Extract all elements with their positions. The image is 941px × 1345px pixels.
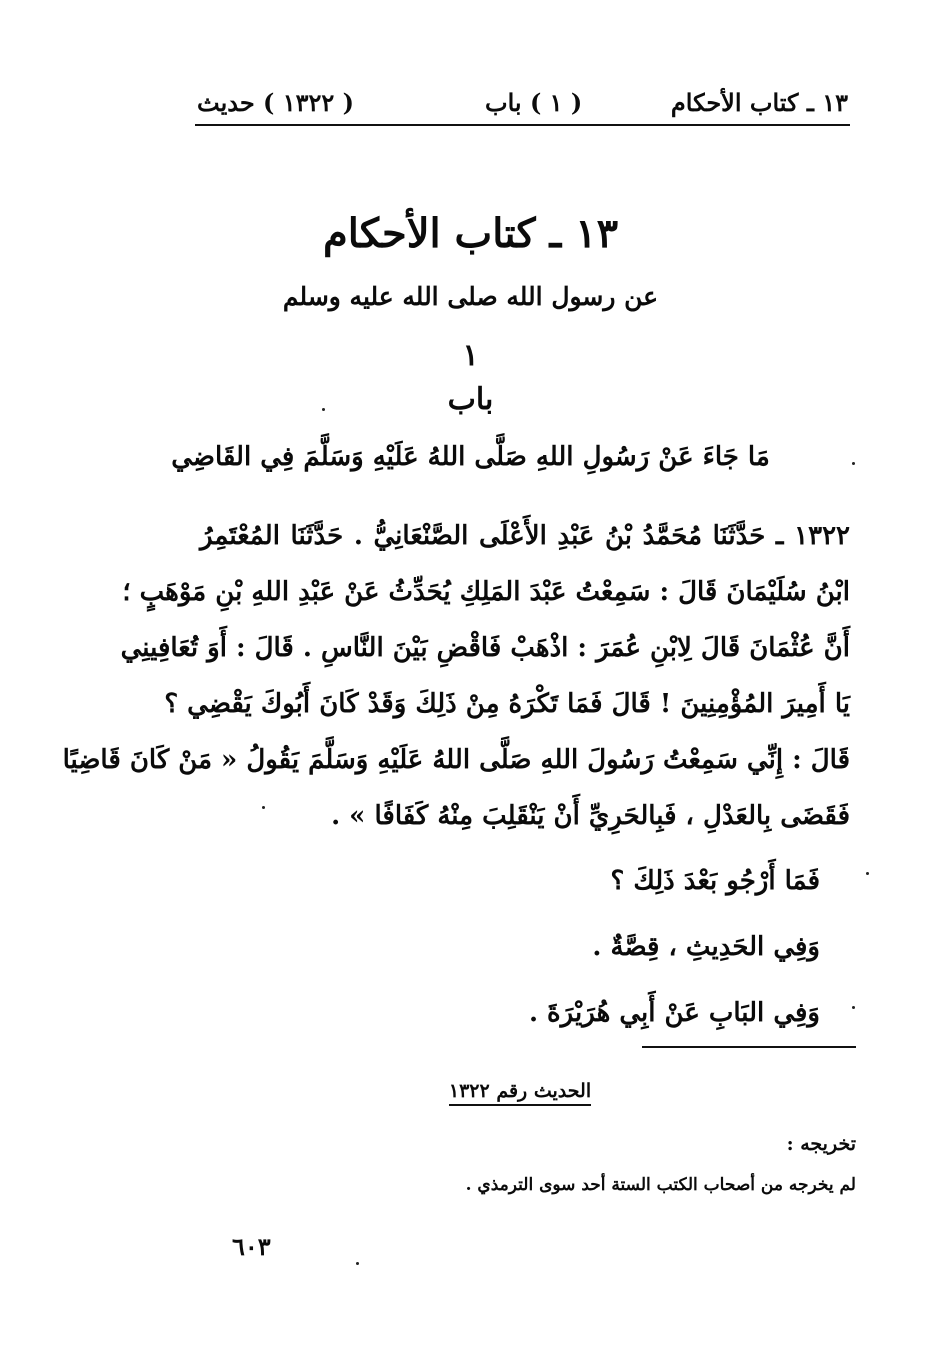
hadith-notes [200, 848, 820, 1046]
hadith-line: ابْنُ سُلَيْمَانَ قَالَ : سَمِعْتُ عَبْدَ المَلِكِ يُحَدِّثُ عَنْ عَبْدِ اللهِ بْنِ مَوْهَبٍ ؛ [122, 577, 850, 607]
header-chapter: ( ١ ) باب [485, 88, 583, 117]
takhrij-text: لم يخرجه من أصحاب الكتب الستة أحد سوى الترمذي . [465, 1175, 856, 1195]
chapter-label: باب [447, 382, 494, 417]
chapter-heading: مَا جَاءَ عَنْ رَسُولِ اللهِ صَلَّى اللهُ عَلَيْهِ وَسَلَّمَ فِي القَاضِي [171, 442, 770, 472]
hadith-line: أَنَّ عُثْمَانَ قَالَ لِابْنِ عُمَرَ : اذْهَبْ فَاقْضِ بَيْنَ النَّاسِ . قَالَ : أَوَ تُعَافِينِي [120, 633, 850, 663]
hadith-line: يَا أَمِيرَ المُؤْمِنِينَ ! قَالَ فَمَا تَكْرَهُ مِنْ ذَلِكَ وَقَدْ كَانَ أَبُوكَ يَقْضِي ؟ [164, 689, 850, 719]
hadith-text [62, 508, 850, 844]
scan-speck [322, 408, 325, 411]
book-title: ١٣ ـ كتاب الأحكام [322, 210, 619, 257]
header-hadith-number: ( ١٣٢٢ ) حديث [197, 88, 355, 117]
commentary-title-text: الحديث رقم ١٣٢٢ [449, 1080, 591, 1106]
running-header [195, 84, 850, 126]
scan-speck [852, 1006, 855, 1009]
header-book-title: ١٣ ـ كتاب الأحكام [670, 88, 848, 117]
hadith-line: فَقَضَى بِالعَدْلِ ، فَبِالحَرِيِّ أَنْ يَنْقَلِبَ مِنْهُ كَفَافًا » . [331, 801, 850, 831]
footnote-separator [642, 1046, 856, 1048]
scan-speck [852, 462, 855, 465]
takhrij-label: تخريجه : [786, 1133, 856, 1155]
commentary-title [430, 1080, 610, 1102]
page-number: ٦٠٣ [232, 1232, 271, 1261]
hadith-line: ١٣٢٢ ـ حَدَّثَنَا مُحَمَّدُ بْنُ عَبْدِ الأَعْلَى الصَّنْعَانِيُّ . حَدَّثَنَا المُعْتَمِرُ [200, 521, 850, 551]
hadith-line: قَالَ : إِنِّي سَمِعْتُ رَسُولَ اللهِ صَلَّى اللهُ عَلَيْهِ وَسَلَّمَ يَقُولُ « مَنْ كَانَ قَاضِيًا [62, 745, 850, 775]
scan-speck [866, 872, 869, 875]
book-subtitle: عن رسول الله صلى الله عليه وسلم [282, 282, 659, 311]
scan-speck [356, 1262, 359, 1265]
scan-speck [262, 806, 265, 809]
chapter-number: ١ [462, 338, 479, 373]
note-line: وَفِي الحَدِيثِ ، قِصَّةٌ . [592, 932, 820, 962]
note-line: وَفِي البَابِ عَنْ أَبِي هُرَيْرَةَ . [528, 998, 820, 1028]
note-line: فَمَا أَرْجُو بَعْدَ ذَلِكَ ؟ [610, 866, 820, 896]
